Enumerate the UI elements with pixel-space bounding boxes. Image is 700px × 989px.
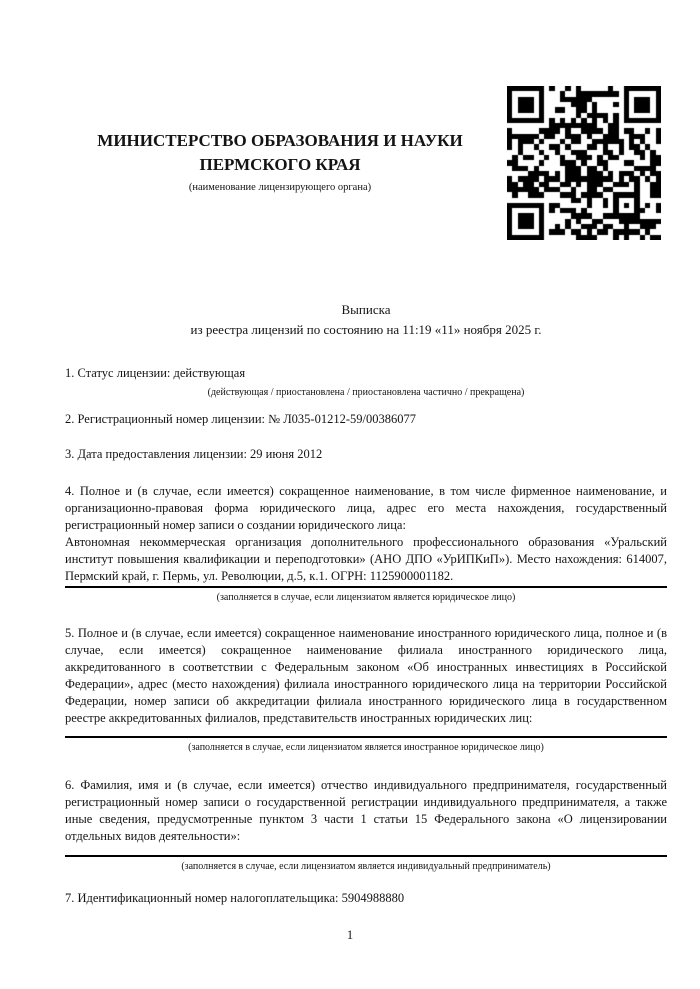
item-4-answer: Автономная некоммерческая организация дополнительного профессионального образования «Уральский институт повышения квалификации и переподготовки» (АНО ДПО «УрИПКиП»). Место нахождения: 614007, Пермский край, г. Пермь, ул. Революции, д.5, к.1. ОГРН: 1125900001182. bbox=[65, 535, 667, 583]
item-4-legal-entity bbox=[65, 483, 667, 604]
document-title-line1: Выписка bbox=[341, 302, 391, 317]
item-6-underline bbox=[65, 855, 667, 857]
ministry-name bbox=[60, 129, 500, 177]
item-5-question: 5. Полное и (в случае, если имеется) сокращенное наименование иностранного юридического лица, полное и (в случае, если имеется) сокращенное наименование филиала иностранного юридического лица, аккредитованного в соответствии с Федеральным законом «Об иностранных инвестициях в Российской Федерации», адрес (место нахождения) филиала иностранного юридического лица на территории Российской Федерации, номер записи об аккредитации филиала иностранного юридического лица в государственном реестре аккредитованных филиалов, представительств иностранных юридических лиц: bbox=[65, 626, 667, 725]
item-2-registration-number bbox=[65, 411, 667, 428]
item-6-individual-entrepreneur bbox=[65, 777, 667, 873]
item-2-text: 2. Регистрационный номер лицензии: № Л035-01212-59/00386077 bbox=[65, 412, 416, 426]
item-7-text: 7. Идентификационный номер налогоплательщика: 5904988880 bbox=[65, 891, 405, 905]
item-1-note: (действующая / приостановлена / приостановлена частично / прекращена) bbox=[207, 387, 525, 398]
item-1-text: 1. Статус лицензии: действующая bbox=[65, 366, 246, 380]
item-3-grant-date bbox=[65, 446, 667, 463]
qr-code-icon bbox=[507, 86, 661, 240]
item-3-text: 3. Дата предоставления лицензии: 29 июня 2012 bbox=[65, 447, 323, 461]
ministry-name-line2: ПЕРМСКОГО КРАЯ bbox=[199, 155, 361, 174]
licensing-authority-header bbox=[60, 129, 500, 194]
ministry-name-line1: МИНИСТЕРСТВО ОБРАЗОВАНИЯ И НАУКИ bbox=[97, 131, 463, 150]
item-5-foreign-entity bbox=[65, 625, 667, 754]
item-5-underline bbox=[65, 736, 667, 738]
item-7-taxpayer-number bbox=[65, 890, 667, 907]
page-number: 1 bbox=[346, 928, 354, 942]
item-4-underline bbox=[65, 586, 667, 588]
item-6-note: (заполняется в случае, если лицензиатом является индивидуальный предприниматель) bbox=[181, 861, 551, 872]
ministry-name-caption: (наименование лицензирующего органа) bbox=[188, 182, 372, 193]
document-title-line2: из реестра лицензий по состоянию на 11:19 «11» ноября 2025 г. bbox=[190, 321, 542, 337]
item-1-license-status bbox=[65, 365, 667, 399]
item-4-note: (заполняется в случае, если лицензиатом является юридическое лицо) bbox=[216, 592, 516, 603]
item-5-note: (заполняется в случае, если лицензиатом является иностранное юридическое лицо) bbox=[188, 742, 544, 753]
item-4-question: 4. Полное и (в случае, если имеется) сокращенное наименование, в том числе фирменное наименование, и организационно-правовая форма юридического лица, адрес его места нахождения, государственный регистрационный номер записи о создании юридического лица: bbox=[65, 484, 667, 532]
item-6-question: 6. Фамилия, имя и (в случае, если имеется) отчество индивидуального предпринимателя, государственный регистрационный номер записи о государственной регистрации индивидуального предпринимателя, а также иные сведения, предусмотренные пунктом 3 части 1 статьи 15 Федерального закона «О лицензировании отдельных видов деятельности»: bbox=[65, 778, 667, 843]
document-title bbox=[65, 300, 667, 339]
